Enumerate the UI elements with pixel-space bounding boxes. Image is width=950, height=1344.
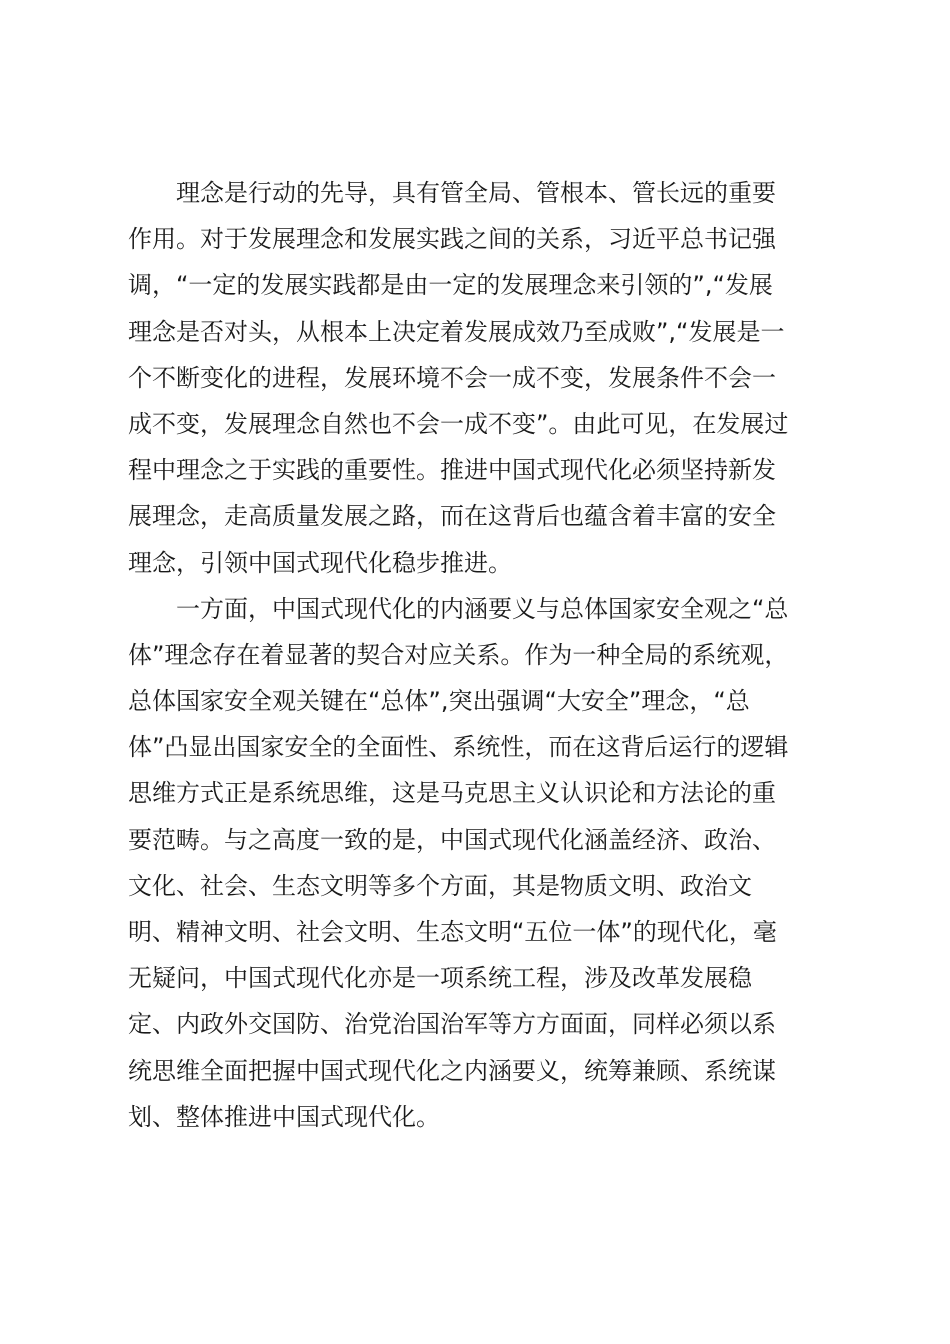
paragraph	[128, 170, 828, 586]
text-line: 定、内政外交国防、治党治国治军等方方面面，同样必须以系	[128, 1010, 776, 1039]
text-line: 展理念，走高质量发展之路，而在这背后也蕴含着丰富的安全	[128, 502, 776, 531]
text-line: 理念是否对头，从根本上决定着发展成效乃至成败”,“发展是一	[128, 317, 785, 346]
text-line: 无疑问，中国式现代化亦是一项系统工程，涉及改革发展稳	[128, 964, 752, 993]
body-text	[128, 170, 828, 1140]
text-line: 文化、社会、生态文明等多个方面，其是物质文明、政治文	[128, 871, 752, 900]
text-line: 个不断变化的进程，发展环境不会一成不变，发展条件不会一	[128, 363, 776, 392]
text-line: 调，“一定的发展实践都是由一定的发展理念来引领的”,“发展	[128, 271, 773, 300]
text-line: 成不变，发展理念自然也不会一成不变”。由此可见，在发展过	[128, 409, 789, 438]
text-line: 一方面，中国式现代化的内涵要义与总体国家安全观之“总	[176, 594, 789, 623]
text-line: 理念是行动的先导，具有管全局、管根本、管长远的重要	[176, 179, 776, 207]
text-line: 要范畴。与之高度一致的是，中国式现代化涵盖经济、政治、	[128, 825, 776, 854]
text-line: 统思维全面把握中国式现代化之内涵要义，统筹兼顾、系统谋	[128, 1056, 776, 1085]
text-line: 体”凸显出国家安全的全面性、系统性，而在这背后运行的逻辑	[128, 733, 789, 762]
text-line: 体”理念存在着显著的契合对应关系。作为一种全局的系统观，	[128, 640, 789, 669]
text-line: 程中理念之于实践的重要性。推进中国式现代化必须坚持新发	[128, 456, 776, 485]
text-line: 总体国家安全观关键在“总体”,突出强调“大安全”理念，“总	[128, 687, 750, 716]
text-line: 思维方式正是系统思维，这是马克思主义认识论和方法论的重	[128, 779, 776, 808]
paragraph	[128, 586, 828, 1140]
text-line: 划、整体推进中国式现代化。	[128, 1102, 440, 1131]
text-line: 作用。对于发展理念和发展实践之间的关系，习近平总书记强	[128, 225, 776, 254]
text-line: 明、精神文明、社会文明、生态文明“五位一体”的现代化，毫	[128, 918, 777, 946]
text-line: 理念，引领中国式现代化稳步推进。	[128, 548, 512, 577]
